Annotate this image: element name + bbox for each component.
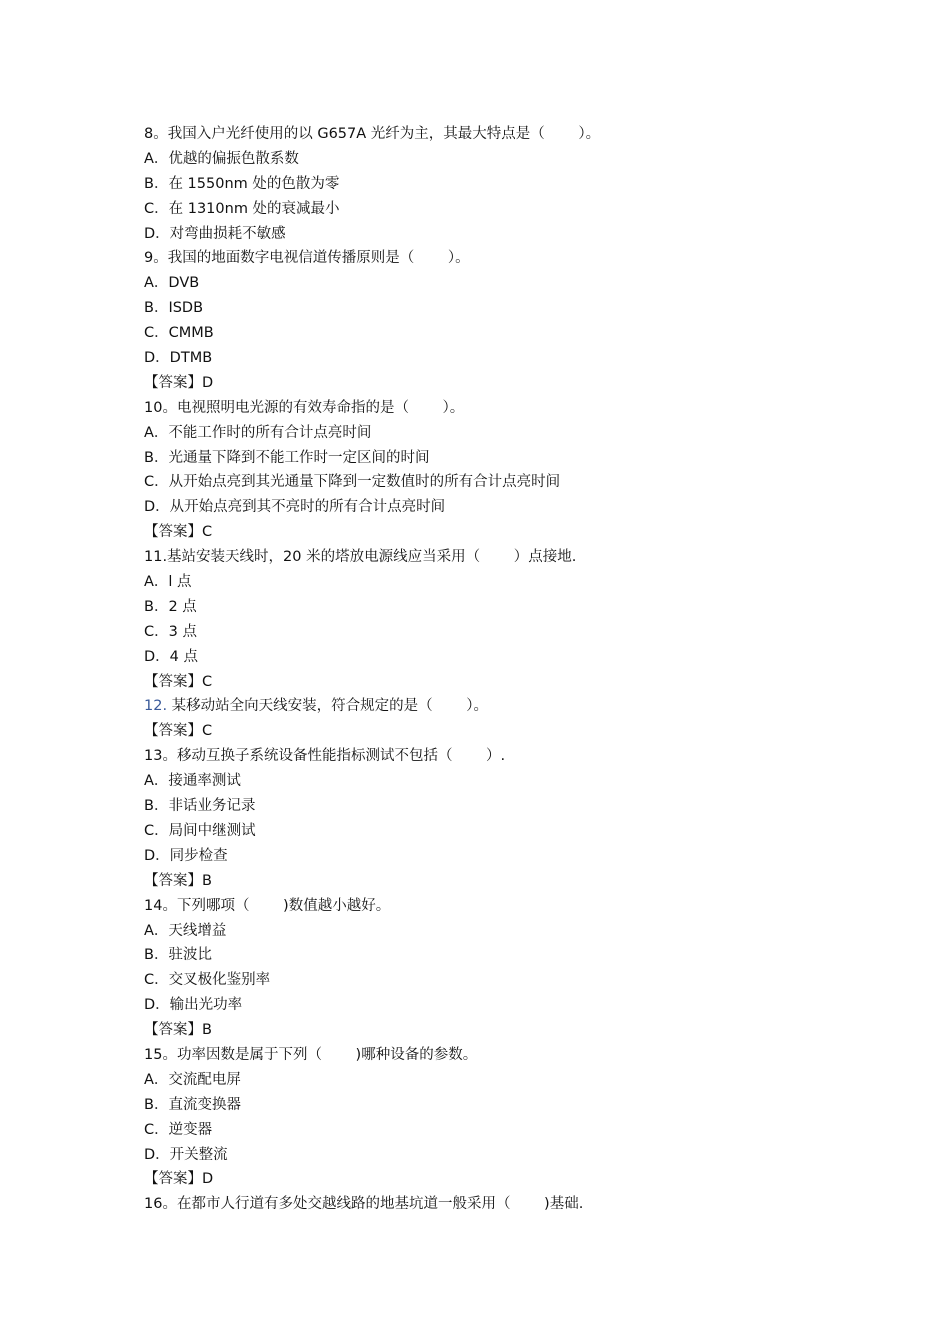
text-line: C．交叉极化鉴别率 [144, 972, 271, 989]
text-line: A．接通率测试 [144, 773, 241, 790]
text-line: A．l 点 [144, 574, 192, 591]
text-line: D．开关整流 [144, 1146, 228, 1163]
text-line: B．2 点 [144, 598, 197, 615]
text-line: B．直流变换器 [144, 1096, 241, 1113]
text-line: A．优越的偏振色散系数 [144, 150, 299, 167]
answer-line: 【答案】D [144, 1171, 214, 1188]
answer-line: 【答案】C [144, 524, 213, 541]
text-line: A．不能工作时的所有合计点亮时间 [144, 424, 372, 441]
text-line: B．驻波比 [144, 947, 212, 964]
text-line: C．在 1310nm 处的衰减最小 [144, 200, 340, 217]
answer-line: 【答案】C [144, 723, 213, 740]
text-line: D．输出光功率 [144, 997, 243, 1014]
answer-line: 【答案】C [144, 673, 213, 690]
text-line: C．局间中继测试 [144, 822, 256, 839]
text-line: A．天线增益 [144, 922, 227, 939]
text-line: 8。我国入户光纤使用的以 G657A 光纤为主，其最大特点是（ ）。 [144, 126, 601, 142]
text-line: A．DVB [144, 275, 200, 292]
question-12-line [144, 694, 804, 719]
answer-line: 【答案】D [144, 374, 214, 391]
text-line: A．交流配电屏 [144, 1071, 241, 1088]
document-page [144, 122, 804, 1217]
text-line: C．CMMB [144, 325, 214, 342]
text-line: D．从开始点亮到其不亮时的所有合计点亮时间 [144, 499, 446, 516]
text-line: D．4 点 [144, 648, 198, 665]
text-line: C．3 点 [144, 623, 197, 640]
text-line: D．DTMB [144, 350, 213, 367]
text-line: B．光通量下降到不能工作时一定区间的时间 [144, 449, 430, 466]
text-line: 16。在都市人行道有多处交越线路的地基坑道一般采用（ )基础. [144, 1196, 584, 1213]
text-line: 10。电视照明电光源的有效寿命指的是（ ）。 [144, 399, 465, 416]
text-line: D．对弯曲损耗不敏感 [144, 225, 286, 242]
text-line: 14。下列哪项（ )数值越小越好。 [144, 897, 391, 914]
text-line: 9。我国的地面数字电视信道传播原则是（ ）。 [144, 250, 470, 267]
text-line: 11.基站安装天线时，20 米的塔放电源线应当采用（ ）点接地. [144, 549, 577, 566]
text-line: C．从开始点亮到其光通量下降到一定数值时的所有合计点亮时间 [144, 474, 561, 491]
text-line: D．同步检查 [144, 847, 228, 864]
text-line: B．非话业务记录 [144, 798, 256, 815]
text-line: 13。移动互换子系统设备性能指标测试不包括（ ）. [144, 748, 506, 765]
text-line: B．ISDB [144, 300, 204, 317]
text-line: C．逆变器 [144, 1121, 213, 1138]
text-line: B．在 1550nm 处的色散为零 [144, 175, 340, 192]
question-number: 12. [144, 698, 168, 715]
answer-line: 【答案】B [144, 872, 212, 889]
question-text: 某移动站全向天线安装，符合规定的是（ ）。 [167, 698, 489, 715]
text-line: 15。功率因数是属于下列（ )哪种设备的参数。 [144, 1046, 478, 1063]
answer-line: 【答案】B [144, 1022, 212, 1039]
